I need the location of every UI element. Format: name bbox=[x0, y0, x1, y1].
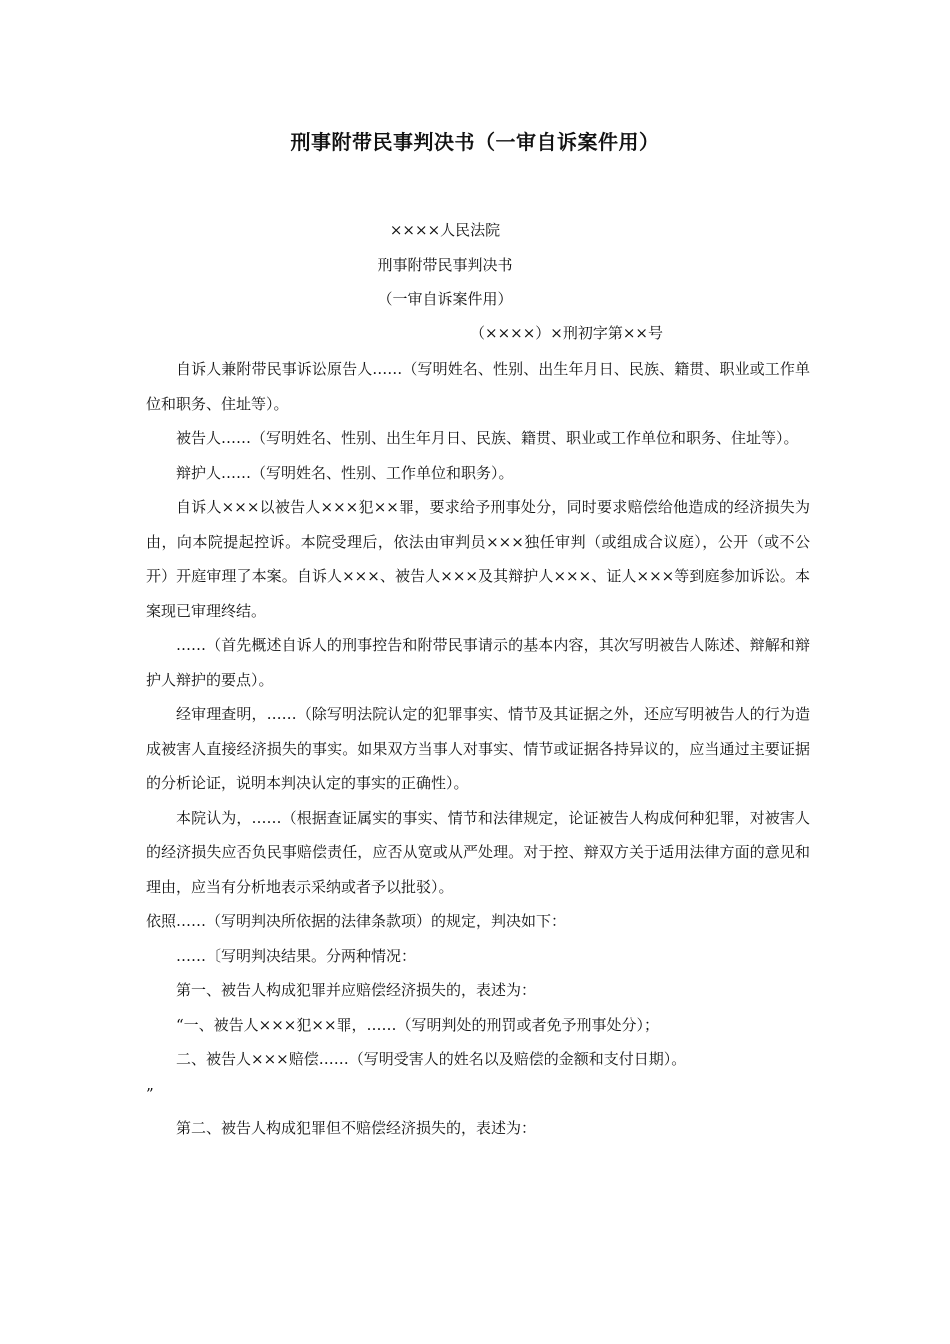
body-paragraph: 自诉人×××以被告人×××犯××罪，要求给予刑事处分，同时要求赔偿给他造成的经济损失为由，向本院提起控诉。本院受理后，依法由审判员×××独任审判（或组成合议庭），公开（或不公开）开庭审理了本案。自诉人×××、被告人×××及其辩护人×××、证人×××等到庭参加诉讼。本案现已审理终结。 bbox=[146, 498, 810, 620]
body-paragraph: 第一、被告人构成犯罪并应赔偿经济损失的，表述为： bbox=[176, 981, 537, 999]
case-number: （××××）×刑初字第××号 bbox=[470, 324, 663, 342]
document-title: 刑事附带民事判决书（一审自诉案件用） bbox=[290, 130, 660, 154]
body-paragraph: 依照……（写明判决所依据的法律条款项）的规定，判决如下： bbox=[146, 912, 567, 930]
body-paragraph: 第二、被告人构成犯罪但不赔偿经济损失的，表述为： bbox=[176, 1119, 537, 1137]
judgment-type: （一审自诉案件用） bbox=[377, 290, 513, 308]
judgment-name: 刑事附带民事判决书 bbox=[377, 256, 513, 274]
body-paragraph: ” bbox=[146, 1084, 154, 1103]
body-paragraph: “一、被告人×××犯××罪，……（写明判处的刑罚或者免予刑事处分）； bbox=[176, 1015, 660, 1034]
body-paragraph: 二、被告人×××赔偿……（写明受害人的姓名以及赔偿的金额和支付日期）。 bbox=[176, 1050, 687, 1068]
body-paragraph: 被告人……（写明姓名、性别、出生年月日、民族、籍贯、职业或工作单位和职务、住址等）。 bbox=[176, 429, 799, 447]
court-name: ××××人民法院 bbox=[389, 221, 501, 239]
judgment-body bbox=[146, 352, 810, 1146]
body-paragraph: 本院认为，……（根据查证属实的事实、情节和法律规定，论证被告人构成何种犯罪，对被害人的经济损失应否负民事赔偿责任，应否从宽或从严处理。对于控、辩双方关于适用法律方面的意见和理由，应当有分析地表示采纳或者予以批驳）。 bbox=[146, 808, 810, 896]
body-paragraph: 经审理查明，……（除写明法院认定的犯罪事实、情节及其证据之外，还应写明被告人的行为造成被害人直接经济损失的事实。如果双方当事人对事实、情节或证据各持异议的，应当通过主要证据的分析论证，说明本判决认定的事实的正确性）。 bbox=[146, 705, 810, 792]
body-paragraph: 辩护人……（写明姓名、性别、工作单位和职务）。 bbox=[176, 463, 514, 482]
body-paragraph: ……〔写明判决结果。分两种情况： bbox=[176, 946, 417, 965]
body-paragraph: ……（首先概述自诉人的刑事控告和附带民事请示的基本内容，其次写明被告人陈述、辩解和辩护人辩护的要点）。 bbox=[146, 636, 810, 689]
body-paragraph: 自诉人兼附带民事诉讼原告人……（写明姓名、性别、出生年月日、民族、籍贯、职业或工作单位和职务、住址等）。 bbox=[146, 360, 810, 413]
